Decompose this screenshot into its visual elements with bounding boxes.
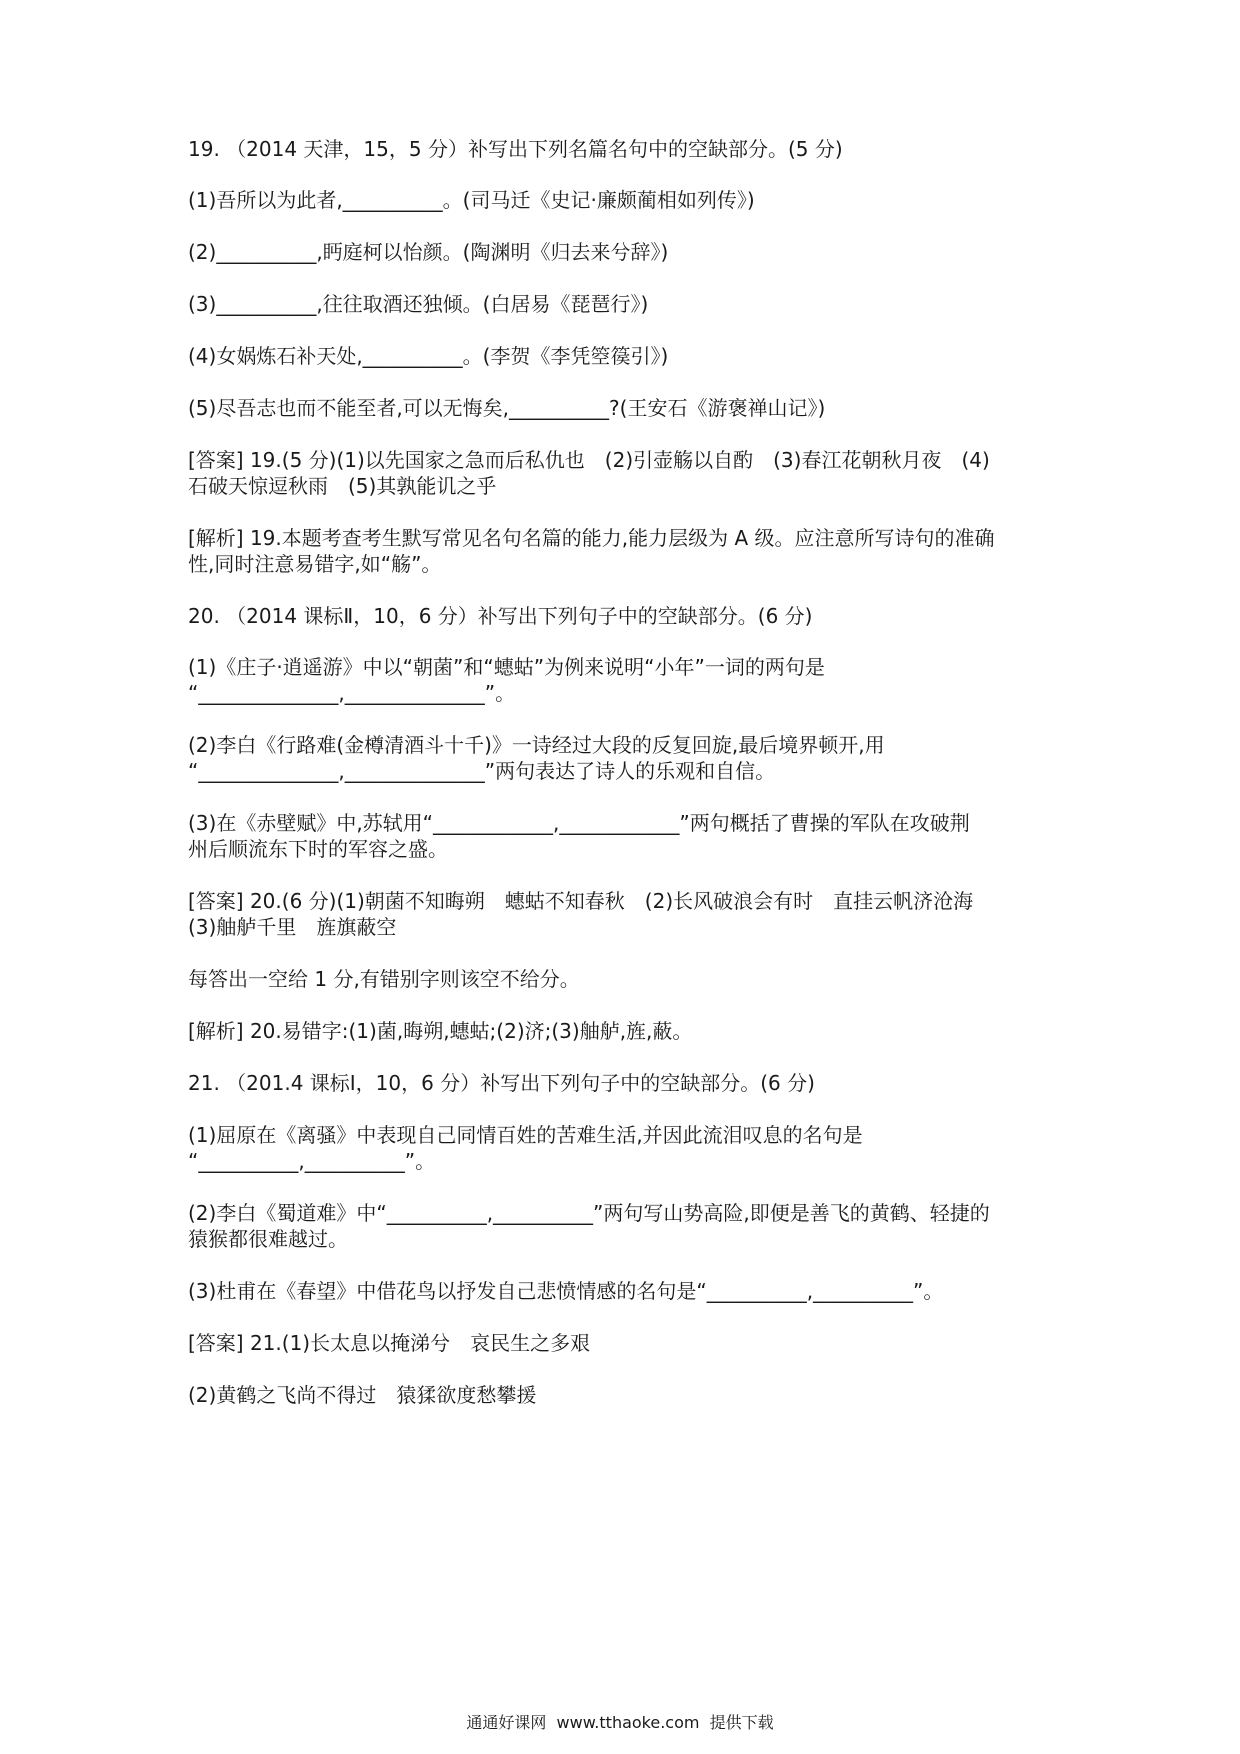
page-footer: 通通好课网 www.tthaoke.com 提供下载 (466, 1713, 774, 1732)
q20-item-1-line-1: (1)《庄子·逍遥游》中以“朝菌”和“蟪蛄”为例来说明“小年”一词的两句是 (188, 655, 825, 679)
q20-item-2-line-1: (2)李白《行路难(金樽清酒斗十千)》一诗经过大段的反复回旋,最后境界顿开,用 (188, 733, 885, 757)
q21-title: 21. （201.4 课标Ⅰ，10，6 分）补写出下列句子中的空缺部分。(6 分) (188, 1071, 815, 1095)
q21-item-2-line-2: 猿猴都很难越过。 (188, 1227, 348, 1251)
q20-item-1-line-2: “______________,______________”。 (188, 681, 516, 705)
q19-item-4: (4)女娲炼石补天处,__________。(李贺《李凭箜篌引》) (188, 344, 669, 368)
q20-item-2-line-2: “______________,______________”两句表达了诗人的乐观和自信。 (188, 759, 776, 783)
q20-title: 20. （2014 课标Ⅱ，10，6 分）补写出下列句子中的空缺部分。(6 分) (188, 604, 813, 628)
q20-scoring-note: 每答出一空给 1 分,有错别字则该空不给分。 (188, 967, 580, 991)
q19-item-2: (2)__________,眄庭柯以怡颜。(陶渊明《归去来兮辞》) (188, 240, 669, 264)
q21-item-3: (3)杜甫在《春望》中借花鸟以抒发自己悲愤情感的名句是“__________,__________”。 (188, 1279, 944, 1303)
q19-analysis-line-1: [解析] 19.本题考查考生默写常见名句名篇的能力,能力层级为 A 级。应注意所写诗句的准确 (188, 526, 995, 550)
q21-answer-line-2: (2)黄鹤之飞尚不得过 猿猱欲度愁攀援 (188, 1383, 537, 1407)
q21-item-2-line-1: (2)李白《蜀道难》中“__________,__________”两句写山势高险,即便是善飞的黄鹤、轻捷的 (188, 1201, 990, 1225)
q20-analysis: [解析] 20.易错字:(1)菌,晦朔,蟪蛄;(2)济;(3)舳舻,旌,蔽。 (188, 1019, 693, 1043)
q19-answer-line-1: [答案] 19.(5 分)(1)以先国家之急而后私仇也 (2)引壶觞以自酌 (3)春江花朝秋月夜 (4) (188, 448, 990, 472)
q19-analysis-line-2: 性,同时注意易错字,如“觞”。 (188, 552, 442, 576)
q21-item-1-line-1: (1)屈原在《离骚》中表现自己同情百姓的苦难生活,并因此流泪叹息的名句是 (188, 1123, 863, 1147)
q20-item-3-line-1: (3)在《赤壁赋》中,苏轼用“____________,____________”两句概括了曹操的军队在攻破荆 (188, 811, 970, 835)
q20-answer-line-2: (3)舳舻千里 旌旗蔽空 (188, 915, 397, 939)
q19-item-1: (1)吾所以为此者,__________。(司马迁《史记·廉颇蔺相如列传》) (188, 188, 755, 212)
q21-item-1-line-2: “__________,__________”。 (188, 1149, 436, 1173)
q21-answer-line-1: [答案] 21.(1)长太息以掩涕兮 哀民生之多艰 (188, 1331, 591, 1355)
q19-item-3: (3)__________,往往取酒还独倾。(白居易《琵琶行》) (188, 292, 649, 316)
q19-answer-line-2: 石破天惊逗秋雨 (5)其孰能讥之乎 (188, 474, 497, 498)
q19-title: 19. （2014 天津，15，5 分）补写出下列名篇名句中的空缺部分。(5 分) (188, 137, 843, 161)
q20-item-3-line-2: 州后顺流东下时的军容之盛。 (188, 837, 448, 861)
q19-item-5: (5)尽吾志也而不能至者,可以无悔矣,__________?(王安石《游褒禅山记》) (188, 396, 826, 420)
q20-answer-line-1: [答案] 20.(6 分)(1)朝菌不知晦朔 蟪蛄不知春秋 (2)长风破浪会有时 直挂云帆济沧海 (188, 889, 974, 913)
